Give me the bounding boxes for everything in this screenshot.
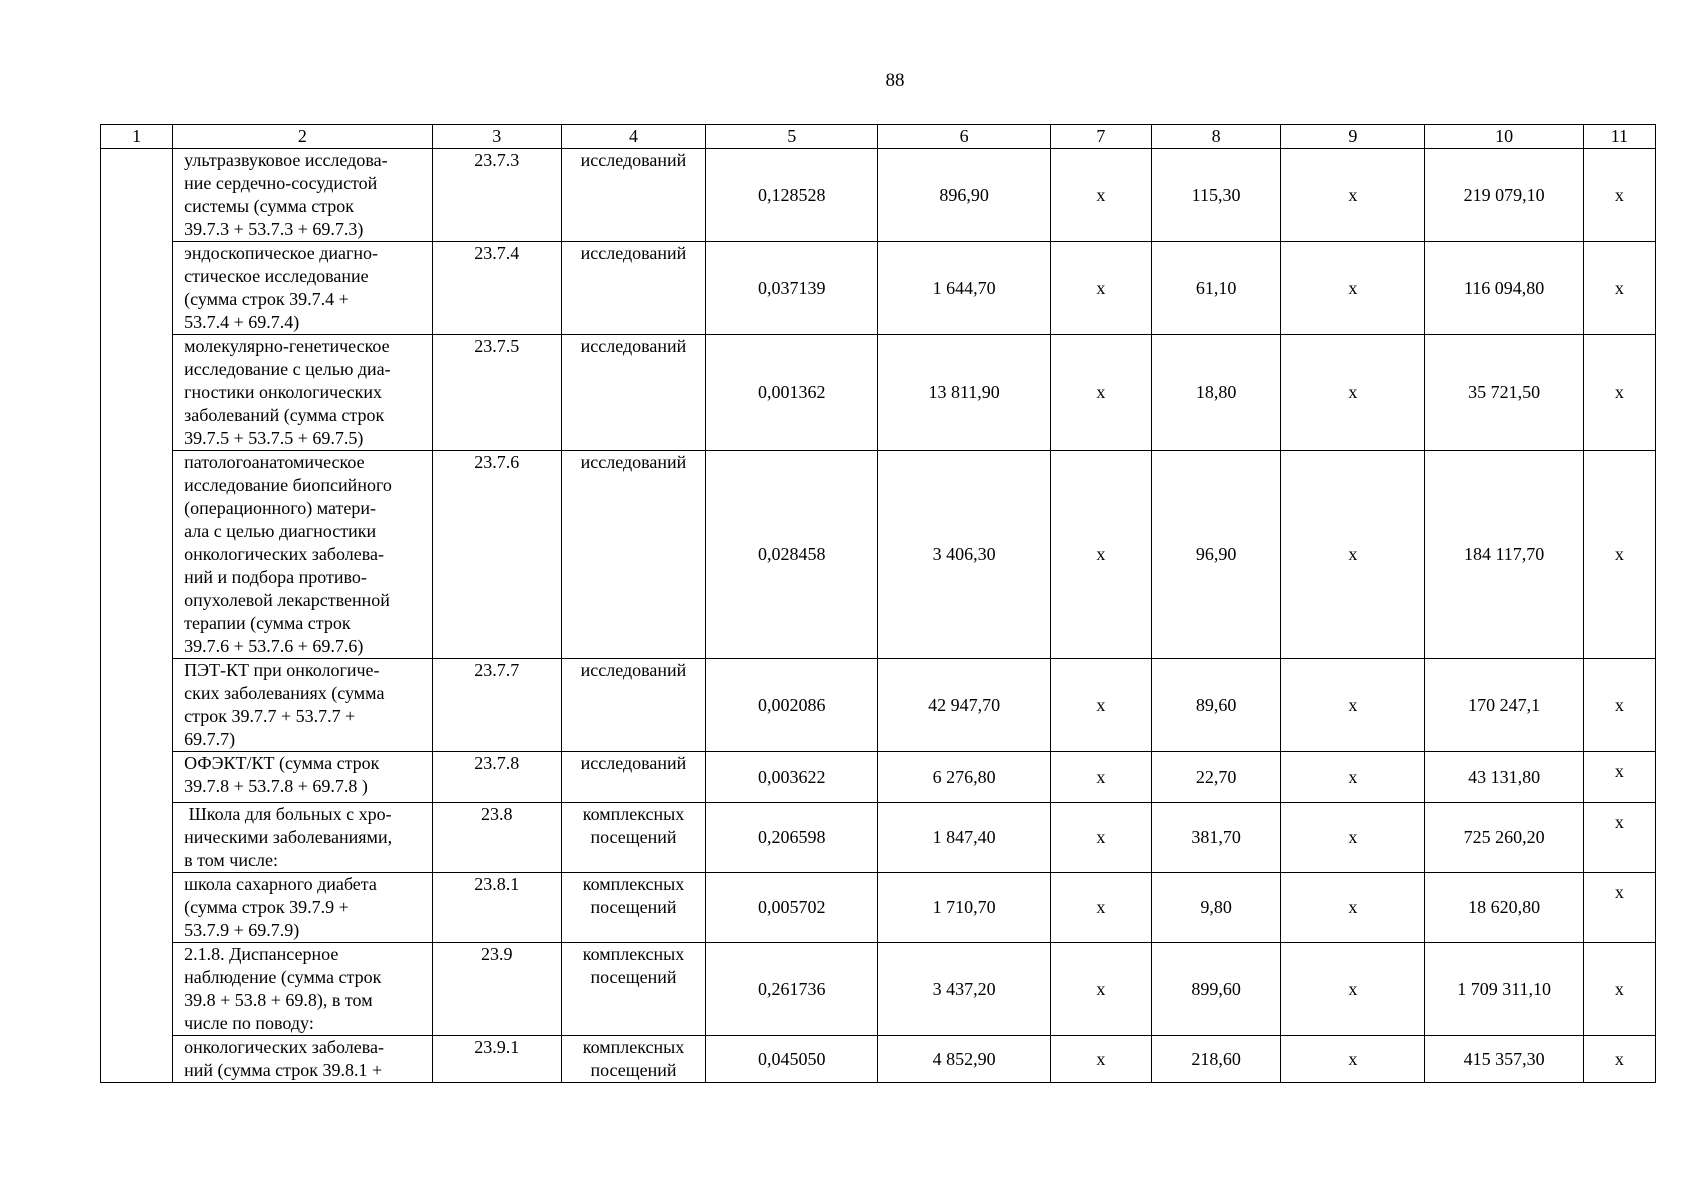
cell-col11: х xyxy=(1583,803,1655,873)
cell-line-code: 23.7.8 xyxy=(432,752,561,803)
cell-unit: комплексных посещений xyxy=(561,803,705,873)
cell-col6: 3 406,30 xyxy=(878,451,1050,659)
cell-col9: х xyxy=(1281,1036,1425,1083)
table-row xyxy=(101,335,1656,451)
cell-unit: исследований xyxy=(561,659,705,752)
table-body xyxy=(101,125,1656,1083)
table-row xyxy=(101,873,1656,943)
column-header-1: 1 xyxy=(101,125,173,149)
cell-col5: 0,261736 xyxy=(706,943,878,1036)
cell-unit: комплексных посещений xyxy=(561,943,705,1036)
cell-indicator-name: ультразвуковое исследова- ние сердечно-сосудистой системы (сумма строк 39.7.3 + 53.7.3 + 69.7.3) xyxy=(173,149,433,242)
cell-col5: 0,128528 xyxy=(706,149,878,242)
table-row xyxy=(101,149,1656,242)
cell-col9: х xyxy=(1281,943,1425,1036)
cell-col11: х xyxy=(1583,335,1655,451)
cell-col6: 896,90 xyxy=(878,149,1050,242)
cell-col5: 0,001362 xyxy=(706,335,878,451)
column-header-10: 10 xyxy=(1425,125,1583,149)
cell-col8: 89,60 xyxy=(1151,659,1280,752)
cell-col10: 43 131,80 xyxy=(1425,752,1583,803)
cell-line-code: 23.7.5 xyxy=(432,335,561,451)
cell-unit: исследований xyxy=(561,242,705,335)
cell-col7: х xyxy=(1050,242,1151,335)
data-table xyxy=(100,124,1656,1083)
cell-col6: 13 811,90 xyxy=(878,335,1050,451)
cell-col7: х xyxy=(1050,1036,1151,1083)
cell-col10: 35 721,50 xyxy=(1425,335,1583,451)
column-header-8: 8 xyxy=(1151,125,1280,149)
cell-col8: 9,80 xyxy=(1151,873,1280,943)
column-header-3: 3 xyxy=(432,125,561,149)
cell-line-code: 23.7.4 xyxy=(432,242,561,335)
cell-unit: исследований xyxy=(561,335,705,451)
cell-col6: 1 644,70 xyxy=(878,242,1050,335)
cell-col9: х xyxy=(1281,659,1425,752)
cell-col5: 0,028458 xyxy=(706,451,878,659)
table-row xyxy=(101,943,1656,1036)
cell-col7: х xyxy=(1050,149,1151,242)
cell-col8: 22,70 xyxy=(1151,752,1280,803)
cell-col11: х xyxy=(1583,873,1655,943)
cell-col11: х xyxy=(1583,149,1655,242)
column-header-11: 11 xyxy=(1583,125,1655,149)
cell-line-code: 23.7.3 xyxy=(432,149,561,242)
cell-col8: 96,90 xyxy=(1151,451,1280,659)
table-row xyxy=(101,1036,1656,1083)
cell-indicator-name: Школа для больных с хро- ническими заболеваниями, в том числе: xyxy=(173,803,433,873)
cell-line-code: 23.9.1 xyxy=(432,1036,561,1083)
cell-indicator-name: школа сахарного диабета (сумма строк 39.7.9 + 53.7.9 + 69.7.9) xyxy=(173,873,433,943)
cell-unit: комплексных посещений xyxy=(561,873,705,943)
cell-col10: 184 117,70 xyxy=(1425,451,1583,659)
cell-col7: х xyxy=(1050,873,1151,943)
cell-col9: х xyxy=(1281,752,1425,803)
cell-col5: 0,005702 xyxy=(706,873,878,943)
cell-col5: 0,206598 xyxy=(706,803,878,873)
cell-col7: х xyxy=(1050,451,1151,659)
cell-unit: исследований xyxy=(561,149,705,242)
cell-line-code: 23.7.7 xyxy=(432,659,561,752)
cell-indicator-name: ПЭТ-КТ при онкологиче- ских заболеваниях (сумма строк 39.7.7 + 53.7.7 + 69.7.7) xyxy=(173,659,433,752)
cell-col10: 170 247,1 xyxy=(1425,659,1583,752)
cell-indicator-name: патологоанатомическое исследование биопсийного (операционного) матери- ала с целью диагностики онкологических заболева- ний и подбора противо- опухолевой лекарственной терапии (сумма строк 39.7.6 + 53.7.6 + 69.7.6) xyxy=(173,451,433,659)
cell-col7: х xyxy=(1050,803,1151,873)
cell-col5: 0,002086 xyxy=(706,659,878,752)
cell-col6: 42 947,70 xyxy=(878,659,1050,752)
cell-col11: х xyxy=(1583,943,1655,1036)
cell-col10: 415 357,30 xyxy=(1425,1036,1583,1083)
cell-col11: х xyxy=(1583,659,1655,752)
cell-col9: х xyxy=(1281,335,1425,451)
cell-col5: 0,003622 xyxy=(706,752,878,803)
table-row xyxy=(101,803,1656,873)
cell-indicator-name: ОФЭКТ/КТ (сумма строк 39.7.8 + 53.7.8 + 69.7.8 ) xyxy=(173,752,433,803)
table-header-row xyxy=(101,125,1656,149)
cell-col11: х xyxy=(1583,1036,1655,1083)
cell-line-code: 23.8.1 xyxy=(432,873,561,943)
cell-col9: х xyxy=(1281,451,1425,659)
cell-col9: х xyxy=(1281,803,1425,873)
cell-indicator-name: онкологических заболева- ний (сумма строк 39.8.1 + xyxy=(173,1036,433,1083)
cell-col6: 6 276,80 xyxy=(878,752,1050,803)
cell-col7: х xyxy=(1050,752,1151,803)
column-header-7: 7 xyxy=(1050,125,1151,149)
cell-col10: 18 620,80 xyxy=(1425,873,1583,943)
cell-unit: комплексных посещений xyxy=(561,1036,705,1083)
cell-col6: 3 437,20 xyxy=(878,943,1050,1036)
cell-indicator-name: 2.1.8. Диспансерное наблюдение (сумма строк 39.8 + 53.8 + 69.8), в том числе по поводу: xyxy=(173,943,433,1036)
cell-col9: х xyxy=(1281,873,1425,943)
table-row xyxy=(101,752,1656,803)
cell-col8: 61,10 xyxy=(1151,242,1280,335)
cell-col11: х xyxy=(1583,752,1655,803)
cell-line-code: 23.8 xyxy=(432,803,561,873)
cell-col5: 0,037139 xyxy=(706,242,878,335)
cell-col10: 725 260,20 xyxy=(1425,803,1583,873)
cell-col9: х xyxy=(1281,242,1425,335)
cell-col10: 219 079,10 xyxy=(1425,149,1583,242)
cell-col5: 0,045050 xyxy=(706,1036,878,1083)
column-header-4: 4 xyxy=(561,125,705,149)
cell-line-code: 23.7.6 xyxy=(432,451,561,659)
cell-col11: х xyxy=(1583,451,1655,659)
cell-col8: 381,70 xyxy=(1151,803,1280,873)
cell-col7: х xyxy=(1050,335,1151,451)
table-row xyxy=(101,659,1656,752)
cell-indicator-name: эндоскопическое диагно- стическое исследование (сумма строк 39.7.4 + 53.7.4 + 69.7.4) xyxy=(173,242,433,335)
cell-col11: х xyxy=(1583,242,1655,335)
cell-col8: 115,30 xyxy=(1151,149,1280,242)
cell-col6: 1 710,70 xyxy=(878,873,1050,943)
cell-col8: 218,60 xyxy=(1151,1036,1280,1083)
cell-col1-blank xyxy=(101,149,173,1083)
page-number: 88 xyxy=(885,70,905,91)
cell-indicator-name: молекулярно-генетическое исследование с целью диа- гностики онкологических заболеваний (сумма строк 39.7.5 + 53.7.5 + 69.7.5) xyxy=(173,335,433,451)
column-header-6: 6 xyxy=(878,125,1050,149)
cell-col7: х xyxy=(1050,943,1151,1036)
cell-col9: х xyxy=(1281,149,1425,242)
cell-col10: 116 094,80 xyxy=(1425,242,1583,335)
cell-col8: 18,80 xyxy=(1151,335,1280,451)
column-header-2: 2 xyxy=(173,125,433,149)
column-header-5: 5 xyxy=(706,125,878,149)
cell-col8: 899,60 xyxy=(1151,943,1280,1036)
cell-line-code: 23.9 xyxy=(432,943,561,1036)
cell-unit: исследований xyxy=(561,451,705,659)
table-row xyxy=(101,451,1656,659)
cell-unit: исследований xyxy=(561,752,705,803)
table-row xyxy=(101,242,1656,335)
column-header-9: 9 xyxy=(1281,125,1425,149)
cell-col7: х xyxy=(1050,659,1151,752)
cell-col6: 1 847,40 xyxy=(878,803,1050,873)
cell-col6: 4 852,90 xyxy=(878,1036,1050,1083)
cell-col10: 1 709 311,10 xyxy=(1425,943,1583,1036)
